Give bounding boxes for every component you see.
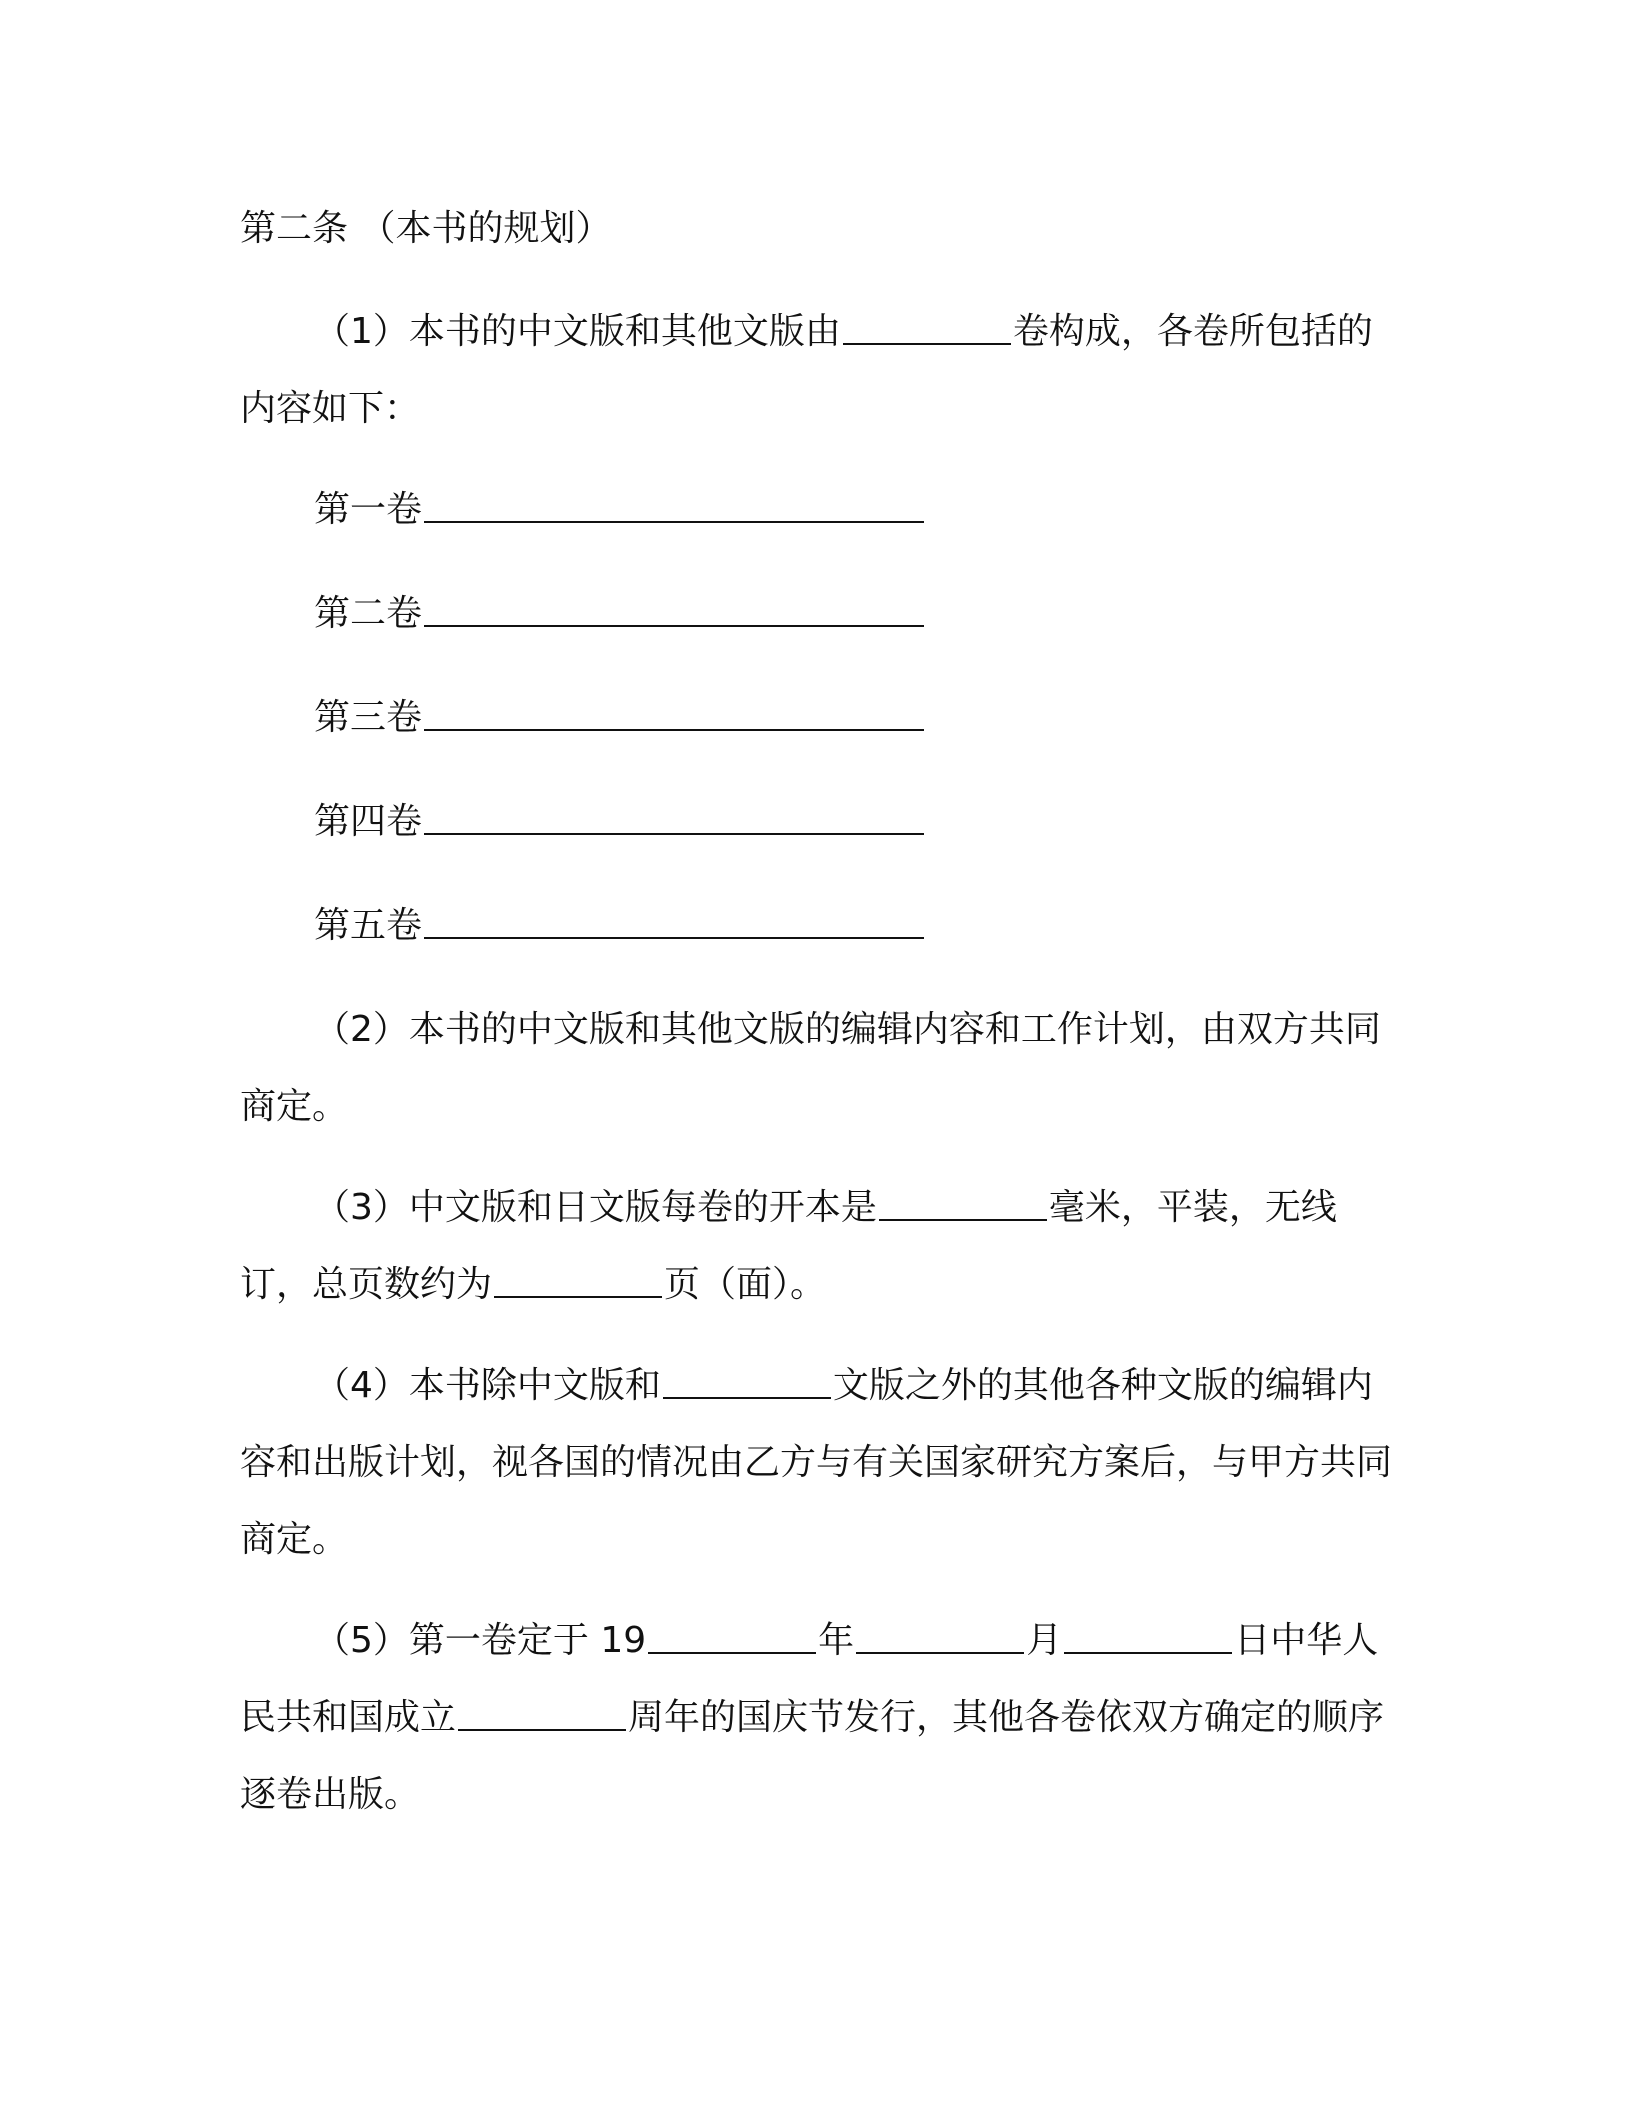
volume-label: 第五卷 — [314, 905, 423, 946]
clause-text: 月 — [1026, 1620, 1063, 1661]
clause-1 — [240, 293, 1400, 447]
blank-day[interactable] — [1064, 1622, 1232, 1654]
clause-text: 本书的中文版和其他文版由 — [408, 311, 841, 352]
volume-line-1 — [314, 471, 1400, 548]
volume-label: 第四卷 — [314, 801, 423, 842]
blank-format-size[interactable] — [879, 1189, 1047, 1221]
volume-line-2 — [314, 575, 1400, 652]
clause-4 — [240, 1347, 1400, 1578]
volume-line-4 — [314, 783, 1400, 860]
clause-2 — [240, 991, 1400, 1145]
clause-text: 页（面）。 — [664, 1264, 827, 1305]
blank-volume-content[interactable] — [424, 803, 924, 835]
clause-text: 日中华人民共和国成立 — [240, 1620, 1379, 1738]
clause-text: 周年的国庆节发行，其他各卷依双方确定的顺序逐卷出版。 — [240, 1697, 1385, 1815]
blank-volume-count[interactable] — [843, 313, 1011, 345]
clause-text: 本书除中文版和 — [408, 1365, 661, 1406]
clause-text: 卷构成，各卷所包括的内容如下： — [240, 311, 1373, 429]
clause-number: （3） — [314, 1187, 409, 1228]
blank-page-count[interactable] — [494, 1266, 662, 1298]
clause-text: 第一卷定于 19 — [408, 1620, 647, 1661]
volume-line-3 — [314, 679, 1400, 756]
clause-text: 毫米，平装，无线订，总页数约为 — [240, 1187, 1337, 1305]
clause-text: 本书的中文版和其他文版的编辑内容和工作计划，由双方共同商定。 — [240, 1009, 1381, 1127]
clause-number: （1） — [314, 311, 409, 352]
blank-year[interactable] — [648, 1622, 816, 1654]
blank-volume-content[interactable] — [424, 907, 924, 939]
clause-number: （2） — [314, 1009, 409, 1050]
volume-label: 第一卷 — [314, 489, 423, 530]
blank-volume-content[interactable] — [424, 491, 924, 523]
volume-label: 第三卷 — [314, 697, 423, 738]
blank-month[interactable] — [856, 1622, 1024, 1654]
blank-anniversary[interactable] — [458, 1699, 626, 1731]
clause-5 — [240, 1602, 1400, 1833]
clause-number: （4） — [314, 1365, 409, 1406]
contract-body — [240, 190, 1400, 1857]
article-title: 第二条 （本书的规划） — [240, 208, 612, 249]
clause-text: 年 — [818, 1620, 855, 1661]
clause-text: 中文版和日文版每卷的开本是 — [408, 1187, 877, 1228]
clause-text: 文版之外的其他各种文版的编辑内容和出版计划，视各国的情况由乙方与有关国家研究方案后，与甲方共同商定。 — [240, 1365, 1393, 1560]
volume-line-5 — [314, 887, 1400, 964]
blank-volume-content[interactable] — [424, 699, 924, 731]
blank-language[interactable] — [663, 1367, 831, 1399]
clause-3 — [240, 1169, 1400, 1323]
volume-label: 第二卷 — [314, 593, 423, 634]
clause-number: （5） — [314, 1620, 409, 1661]
blank-volume-content[interactable] — [424, 595, 924, 627]
